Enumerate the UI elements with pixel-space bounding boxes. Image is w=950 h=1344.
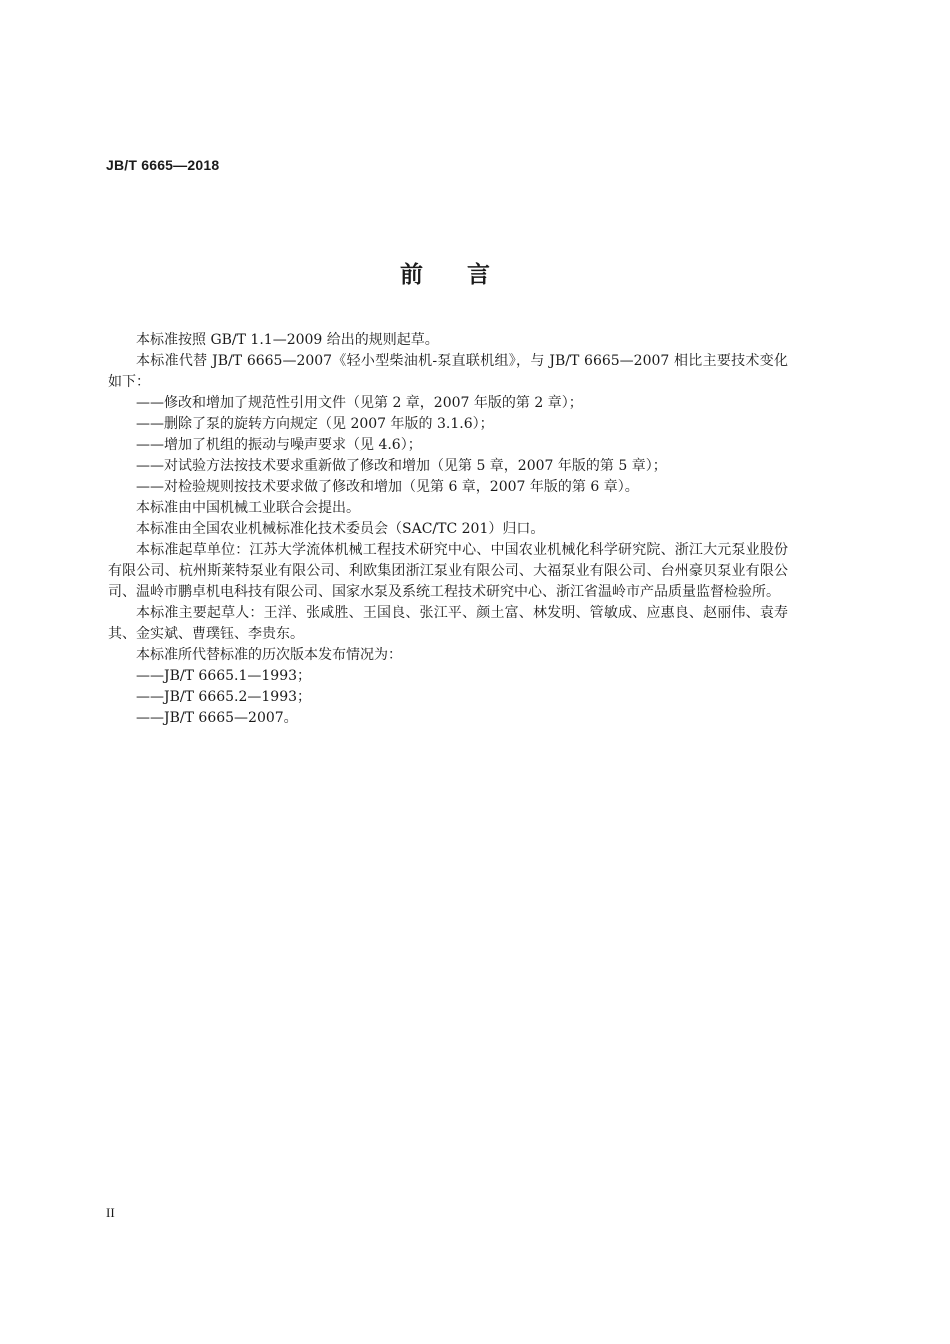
paragraph: 本标准由全国农业机械标准化技术委员会（SAC/TC 201）归口。 bbox=[136, 521, 545, 537]
foreword-body bbox=[108, 330, 788, 729]
change-list-item: ——增加了机组的振动与噪声要求（见 4.6）； bbox=[136, 437, 422, 453]
change-list-item: ——对试验方法按技术要求重新做了修改和增加（见第 5 章，2007 年版的第 5 章）； bbox=[136, 458, 667, 474]
edition-list-item: ——JB/T 6665—2007。 bbox=[136, 710, 298, 726]
paragraph: 本标准代替 JB/T 6665—2007《轻小型柴油机-泵直联机组》，与 JB/T 6665—2007 相比主要技术变化如下： bbox=[108, 353, 788, 390]
page-title: 前言 bbox=[400, 262, 534, 288]
paragraph: 本标准按照 GB/T 1.1—2009 给出的规则起草。 bbox=[136, 332, 439, 348]
paragraph: 本标准主要起草人：王洋、张咸胜、王国良、张江平、颜土富、林发明、管敏成、应惠良、赵丽伟、袁寿其、金实斌、曹璞钰、李贵东。 bbox=[108, 605, 788, 642]
change-list-item: ——修改和增加了规范性引用文件（见第 2 章，2007 年版的第 2 章）； bbox=[136, 395, 583, 411]
page-number: II bbox=[106, 1205, 115, 1220]
change-list-item: ——对检验规则按技术要求做了修改和增加（见第 6 章，2007 年版的第 6 章）。 bbox=[136, 479, 639, 495]
standard-code: JB/T 6665—2018 bbox=[106, 157, 220, 173]
change-list-item: ——删除了泵的旋转方向规定（见 2007 年版的 3.1.6）； bbox=[136, 416, 494, 432]
edition-list-item: ——JB/T 6665.1—1993； bbox=[136, 668, 312, 684]
paragraph: 本标准由中国机械工业联合会提出。 bbox=[136, 500, 360, 516]
paragraph: 本标准所代替标准的历次版本发布情况为： bbox=[136, 647, 402, 663]
paragraph: 本标准起草单位：江苏大学流体机械工程技术研究中心、中国农业机械化科学研究院、浙江大元泵业股份有限公司、杭州斯莱特泵业有限公司、利欧集团浙江泵业有限公司、大福泵业有限公司、台州豪贝泵业有限公司、温岭市鹏卓机电科技有限公司、国家水泵及系统工程技术研究中心、浙江省温岭市产品质量监督检验所。 bbox=[108, 542, 788, 600]
edition-list-item: ——JB/T 6665.2—1993； bbox=[136, 689, 312, 705]
